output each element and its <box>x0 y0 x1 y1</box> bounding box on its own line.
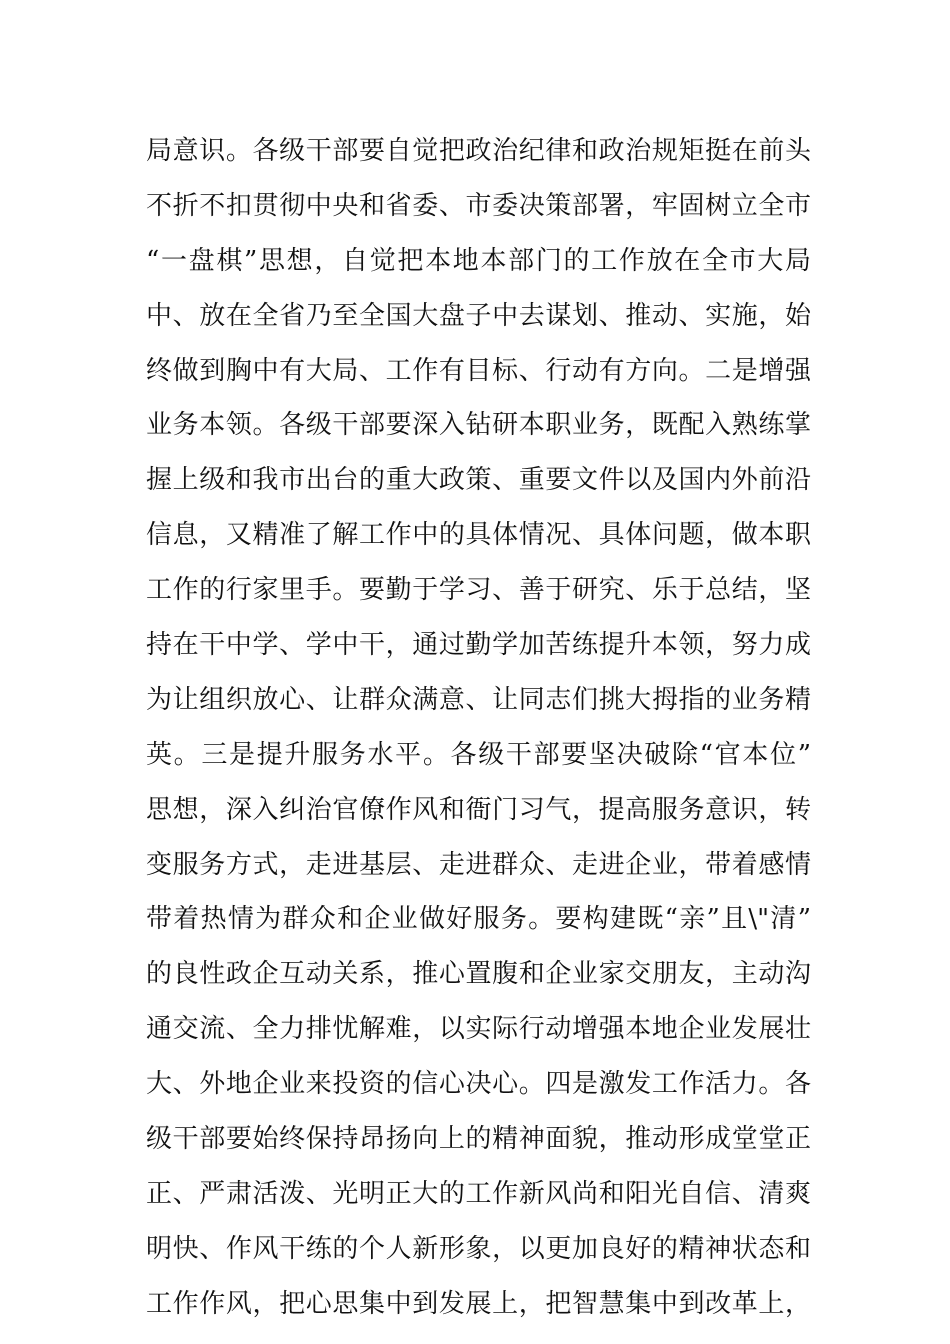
text-line: 业务本领。各级干部要深入钻研本职业务，既配入熟练掌 <box>146 410 811 441</box>
text-line: 变服务方式，走进基层、走进群众、走进企业，带着感情 <box>146 849 811 880</box>
text-line: 持在干中学、学中干，通过勤学加苦练提升本领，努力成 <box>146 630 811 661</box>
text-line: 握上级和我市出台的重大政策、重要文件以及国内外前沿 <box>146 465 811 496</box>
text-line: 级干部要始终保持昂扬向上的精神面貌，推动形成堂堂正 <box>146 1124 811 1155</box>
text-line: “一盘棋”思想，自觉把本地本部门的工作放在全市大局 <box>146 245 811 276</box>
text-line: 为让组织放心、让群众满意、让同志们挑大拇指的业务精 <box>146 684 811 715</box>
text-line: 局意识。各级干部要自觉把政治纪律和政治规矩挺在前头 <box>146 136 811 166</box>
text-line: 工作的行家里手。要勤于学习、善于研究、乐于总结，坚 <box>146 575 811 606</box>
text-line: 不折不扣贯彻中央和省委、市委决策部署，牢固树立全市 <box>146 190 811 221</box>
text-line: 工作作风，把心思集中到发展上，把智慧集中到改革上， <box>146 1288 811 1319</box>
text-line: 正、严肃活泼、光明正大的工作新风尚和阳光自信、清爽 <box>146 1178 811 1209</box>
text-line: 的良性政企互动关系，推心置腹和企业家交朋友，主动沟 <box>146 959 811 990</box>
text-line: 英。三是提升服务水平。各级干部要坚决破除“官本位” <box>146 739 811 770</box>
body-text <box>146 124 811 1332</box>
text-line: 终做到胸中有大局、工作有目标、行动有方向。二是增强 <box>146 355 811 386</box>
text-line: 思想，深入纠治官僚作风和衙门习气，提高服务意识，转 <box>146 794 811 825</box>
text-line: 带着热情为群众和企业做好服务。要构建既“亲”且\"清” <box>146 904 811 935</box>
text-line: 通交流、全力排忧解难，以实际行动增强本地企业发展壮 <box>146 1014 811 1045</box>
text-line: 明快、作风干练的个人新形象，以更加良好的精神状态和 <box>146 1233 811 1264</box>
text-line: 大、外地企业来投资的信心决心。四是激发工作活力。各 <box>146 1069 811 1100</box>
text-line: 信息，又精准了解工作中的具体情况、具体问题，做本职 <box>146 520 811 551</box>
text-line: 中、放在全省乃至全国大盘子中去谋划、推动、实施，始 <box>146 300 811 331</box>
